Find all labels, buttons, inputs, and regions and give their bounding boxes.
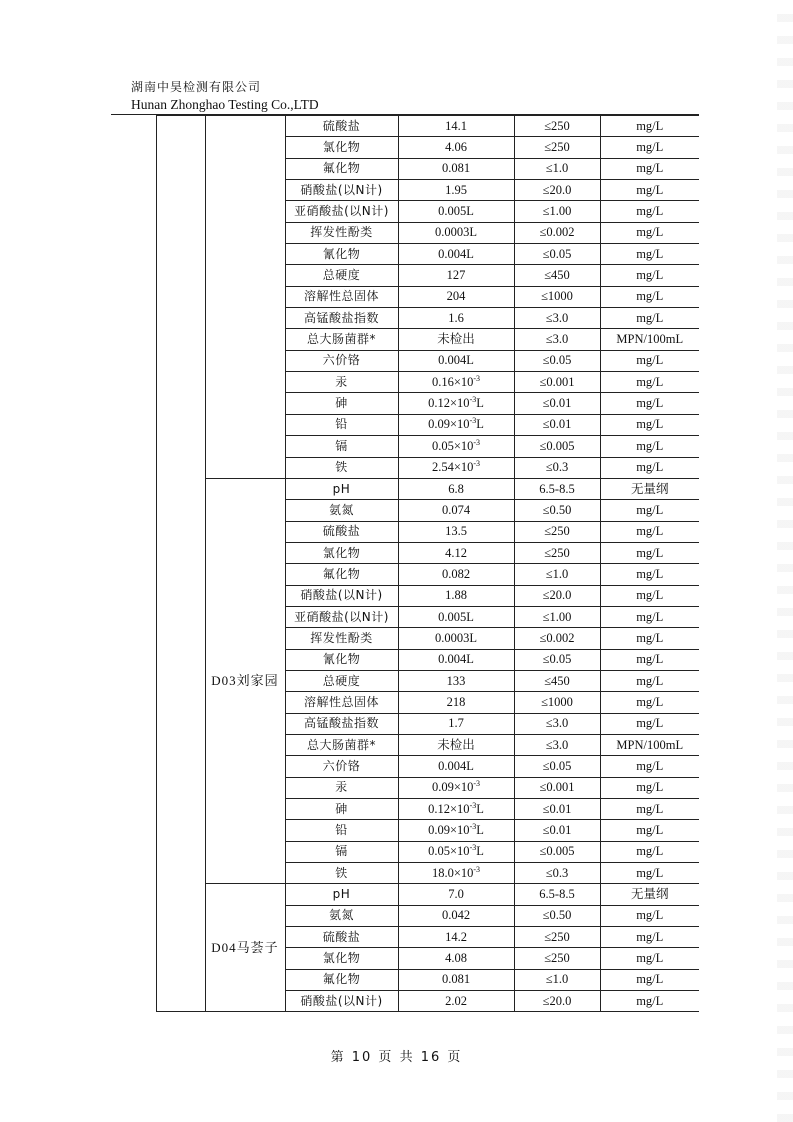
unit-cell: mg/L	[600, 670, 699, 691]
unit-cell: mg/L	[600, 372, 699, 393]
unit-cell: mg/L	[600, 820, 699, 841]
result-cell: $0.12\times 10^{-3}L$	[398, 799, 514, 820]
result-cell: $0.09\times 10^{-3}L$	[398, 820, 514, 841]
exponent: -3	[469, 843, 477, 853]
limit-cell: ≤1.0	[514, 564, 600, 585]
limit-cell: ≤0.05	[514, 756, 600, 777]
company-name-cn: 湖南中昊检测有限公司	[131, 80, 262, 94]
unit-cell: mg/L	[600, 564, 699, 585]
item-name-cell: 铅	[285, 414, 398, 435]
result-cell: $18.0\times 10^{-3}$	[398, 863, 514, 884]
exponent: -3	[473, 779, 481, 789]
limit-cell: ≤20.0	[514, 585, 600, 606]
result-cell: 0.081	[398, 158, 514, 179]
result-cell: 0.005L	[398, 201, 514, 222]
unit-cell: mg/L	[600, 948, 699, 969]
item-name-cell: 氰化物	[285, 244, 398, 265]
result-cell: 4.12	[398, 542, 514, 563]
item-name-cell: 六价铬	[285, 350, 398, 371]
exponent: -3	[473, 437, 481, 447]
unit-cell: mg/L	[600, 286, 699, 307]
result-cell: 0.005L	[398, 606, 514, 627]
item-name-cell: 硫酸盐	[285, 927, 398, 948]
unit-cell: mg/L	[600, 201, 699, 222]
item-name-cell: 硝酸盐(以N计)	[285, 585, 398, 606]
exponent: -3	[469, 821, 477, 831]
item-name-cell: 总大肠菌群*	[285, 734, 398, 755]
exponent: -3	[469, 416, 477, 426]
item-name-cell: 氟化物	[285, 969, 398, 990]
item-name-cell: 总硬度	[285, 265, 398, 286]
result-cell: 13.5	[398, 521, 514, 542]
unit-cell: mg/L	[600, 905, 699, 926]
unit-cell: 无量纲	[600, 478, 699, 499]
result-cell: 7.0	[398, 884, 514, 905]
page-number: 第 10 页 共 16 页	[330, 1050, 463, 1065]
unit-cell: mg/L	[600, 393, 699, 414]
limit-cell: ≤0.01	[514, 393, 600, 414]
item-name-cell: 铁	[285, 457, 398, 478]
limit-cell: ≤20.0	[514, 180, 600, 201]
unit-cell: mg/L	[600, 350, 699, 371]
unit-cell: mg/L	[600, 777, 699, 798]
limit-cell: ≤1000	[514, 692, 600, 713]
result-cell: $2.54\times 10^{-3}$	[398, 457, 514, 478]
site-name-cell	[205, 116, 285, 479]
company-name-en: Hunan Zhonghao Testing Co.,LTD	[131, 97, 319, 112]
limit-cell: ≤0.3	[514, 457, 600, 478]
result-cell: 0.004L	[398, 756, 514, 777]
item-name-cell: 溶解性总固体	[285, 692, 398, 713]
limit-cell: ≤1.00	[514, 606, 600, 627]
unit-cell: mg/L	[600, 180, 699, 201]
item-name-cell: 汞	[285, 372, 398, 393]
item-name-cell: 挥发性酚类	[285, 222, 398, 243]
unit-cell: mg/L	[600, 542, 699, 563]
item-name-cell: 亚硝酸盐(以N计)	[285, 201, 398, 222]
table-row	[111, 116, 699, 137]
limit-cell: ≤0.50	[514, 905, 600, 926]
item-name-cell: 挥发性酚类	[285, 628, 398, 649]
item-name-cell: 溶解性总固体	[285, 286, 398, 307]
unit-cell: mg/L	[600, 222, 699, 243]
limit-cell: ≤0.3	[514, 863, 600, 884]
result-cell: 0.0003L	[398, 628, 514, 649]
result-cell: $0.05\times 10^{-3}$	[398, 436, 514, 457]
result-cell: 127	[398, 265, 514, 286]
item-name-cell: 总大肠菌群*	[285, 329, 398, 350]
unit-cell: 无量纲	[600, 884, 699, 905]
unit-cell: mg/L	[600, 500, 699, 521]
unit-cell: mg/L	[600, 244, 699, 265]
seal-edge-stamp	[777, 0, 793, 1122]
result-cell: 1.6	[398, 308, 514, 329]
limit-cell: ≤0.01	[514, 414, 600, 435]
limit-cell: ≤0.001	[514, 372, 600, 393]
limit-cell: ≤250	[514, 927, 600, 948]
unit-cell: mg/L	[600, 436, 699, 457]
unit-cell: mg/L	[600, 713, 699, 734]
result-cell: 0.082	[398, 564, 514, 585]
limit-cell: ≤450	[514, 265, 600, 286]
item-name-cell: 六价铬	[285, 756, 398, 777]
limit-cell: ≤450	[514, 670, 600, 691]
result-cell: 1.7	[398, 713, 514, 734]
result-cell: 133	[398, 670, 514, 691]
item-name-cell: 氨氮	[285, 905, 398, 926]
result-cell: 14.2	[398, 927, 514, 948]
result-cell: $0.09\times 10^{-3}L$	[398, 414, 514, 435]
result-cell: 0.004L	[398, 350, 514, 371]
unit-cell: mg/L	[600, 137, 699, 158]
item-name-cell: 硝酸盐(以N计)	[285, 991, 398, 1012]
result-cell: $0.09\times 10^{-3}$	[398, 777, 514, 798]
blank-column-b	[156, 116, 205, 1012]
unit-cell: mg/L	[600, 158, 699, 179]
item-name-cell: 氟化物	[285, 158, 398, 179]
unit-cell: mg/L	[600, 585, 699, 606]
unit-cell: mg/L	[600, 991, 699, 1012]
limit-cell: 6.5-8.5	[514, 478, 600, 499]
exponent: -3	[473, 373, 481, 383]
unit-cell: MPN/100mL	[600, 329, 699, 350]
item-name-cell: 氟化物	[285, 564, 398, 585]
unit-cell: mg/L	[600, 799, 699, 820]
result-cell: $0.12\times 10^{-3}L$	[398, 393, 514, 414]
limit-cell: ≤1000	[514, 286, 600, 307]
limit-cell: ≤20.0	[514, 991, 600, 1012]
unit-cell: mg/L	[600, 116, 699, 137]
blank-column-a	[111, 116, 156, 1012]
result-cell: 0.004L	[398, 244, 514, 265]
limit-cell: ≤0.05	[514, 244, 600, 265]
item-name-cell: 铁	[285, 863, 398, 884]
result-cell: 1.88	[398, 585, 514, 606]
item-name-cell: 镉	[285, 436, 398, 457]
item-name-cell: 砷	[285, 393, 398, 414]
item-name-cell: 硫酸盐	[285, 521, 398, 542]
item-name-cell: 砷	[285, 799, 398, 820]
limit-cell: ≤0.005	[514, 841, 600, 862]
item-name-cell: 氯化物	[285, 137, 398, 158]
item-name-cell: pH	[285, 478, 398, 499]
result-cell: 0.004L	[398, 649, 514, 670]
limit-cell: ≤0.05	[514, 649, 600, 670]
item-name-cell: 氨氮	[285, 500, 398, 521]
site-name-cell: D04马荟子	[205, 884, 285, 1012]
limit-cell: ≤250	[514, 137, 600, 158]
limit-cell: ≤0.002	[514, 628, 600, 649]
result-cell: 4.06	[398, 137, 514, 158]
limit-cell: ≤3.0	[514, 713, 600, 734]
item-name-cell: 总硬度	[285, 670, 398, 691]
unit-cell: mg/L	[600, 692, 699, 713]
item-name-cell: pH	[285, 884, 398, 905]
item-name-cell: 硫酸盐	[285, 116, 398, 137]
result-cell: 0.074	[398, 500, 514, 521]
limit-cell: ≤3.0	[514, 329, 600, 350]
unit-cell: mg/L	[600, 457, 699, 478]
limit-cell: ≤3.0	[514, 734, 600, 755]
result-cell: 未检出	[398, 329, 514, 350]
item-name-cell: 高锰酸盐指数	[285, 308, 398, 329]
result-cell: 未检出	[398, 734, 514, 755]
limit-cell: ≤1.00	[514, 201, 600, 222]
limit-cell: ≤250	[514, 116, 600, 137]
item-name-cell: 镉	[285, 841, 398, 862]
result-cell: 4.08	[398, 948, 514, 969]
exponent: -3	[473, 459, 481, 469]
unit-cell: mg/L	[600, 927, 699, 948]
limit-cell: ≤0.002	[514, 222, 600, 243]
results-table-wrapper	[111, 115, 699, 1012]
exponent: -3	[473, 864, 481, 874]
limit-cell: ≤250	[514, 948, 600, 969]
result-cell: 2.02	[398, 991, 514, 1012]
exponent: -3	[469, 394, 477, 404]
unit-cell: mg/L	[600, 969, 699, 990]
limit-cell: ≤0.001	[514, 777, 600, 798]
results-table-body	[111, 116, 699, 1012]
limit-cell: ≤0.01	[514, 820, 600, 841]
item-name-cell: 高锰酸盐指数	[285, 713, 398, 734]
limit-cell: 6.5-8.5	[514, 884, 600, 905]
limit-cell: ≤1.0	[514, 158, 600, 179]
site-name-cell: D03刘家园	[205, 478, 285, 884]
unit-cell: mg/L	[600, 414, 699, 435]
item-name-cell: 亚硝酸盐(以N计)	[285, 606, 398, 627]
limit-cell: ≤3.0	[514, 308, 600, 329]
item-name-cell: 氯化物	[285, 948, 398, 969]
item-name-cell: 汞	[285, 777, 398, 798]
result-cell: 204	[398, 286, 514, 307]
item-name-cell: 氰化物	[285, 649, 398, 670]
limit-cell: ≤1.0	[514, 969, 600, 990]
unit-cell: mg/L	[600, 265, 699, 286]
limit-cell: ≤250	[514, 542, 600, 563]
limit-cell: ≤250	[514, 521, 600, 542]
exponent: -3	[469, 800, 477, 810]
unit-cell: MPN/100mL	[600, 734, 699, 755]
limit-cell: ≤0.05	[514, 350, 600, 371]
unit-cell: mg/L	[600, 863, 699, 884]
unit-cell: mg/L	[600, 606, 699, 627]
item-name-cell: 铅	[285, 820, 398, 841]
results-table	[111, 115, 699, 1012]
result-cell: $0.16\times 10^{-3}$	[398, 372, 514, 393]
unit-cell: mg/L	[600, 308, 699, 329]
limit-cell: ≤0.005	[514, 436, 600, 457]
result-cell: 6.8	[398, 478, 514, 499]
result-cell: 14.1	[398, 116, 514, 137]
limit-cell: ≤0.50	[514, 500, 600, 521]
result-cell: 0.081	[398, 969, 514, 990]
result-cell: 0.042	[398, 905, 514, 926]
result-cell: $0.05\times 10^{-3}L$	[398, 841, 514, 862]
unit-cell: mg/L	[600, 649, 699, 670]
unit-cell: mg/L	[600, 628, 699, 649]
result-cell: 1.95	[398, 180, 514, 201]
limit-cell: ≤0.01	[514, 799, 600, 820]
item-name-cell: 氯化物	[285, 542, 398, 563]
unit-cell: mg/L	[600, 756, 699, 777]
unit-cell: mg/L	[600, 521, 699, 542]
result-cell: 218	[398, 692, 514, 713]
unit-cell: mg/L	[600, 841, 699, 862]
item-name-cell: 硝酸盐(以N计)	[285, 180, 398, 201]
result-cell: 0.0003L	[398, 222, 514, 243]
